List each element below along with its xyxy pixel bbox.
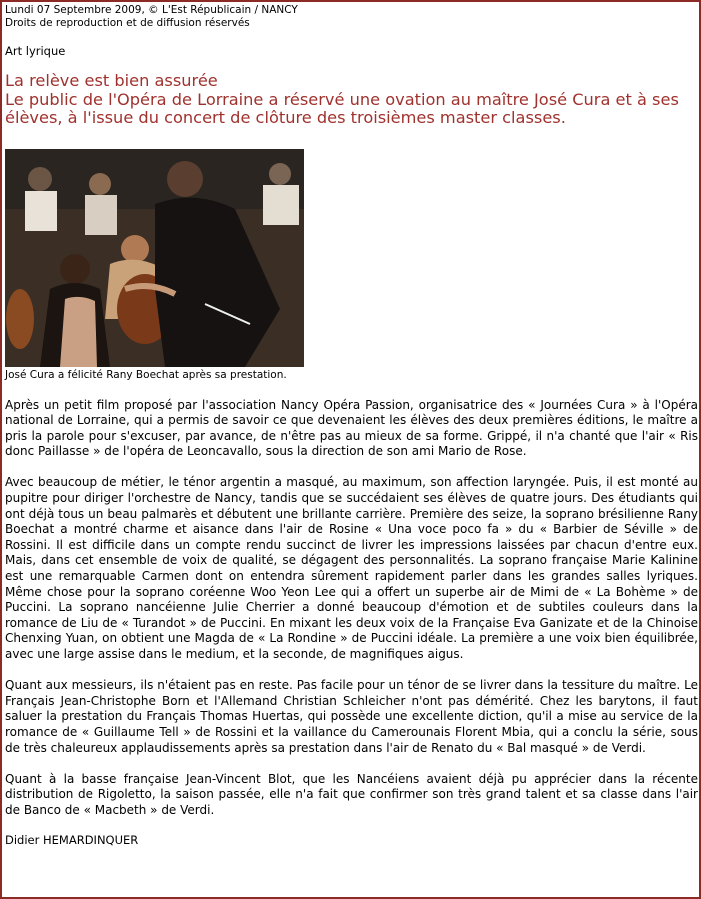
photo-illustration bbox=[5, 149, 304, 367]
rights-notice: Droits de reproduction et de diffusion réservés bbox=[5, 16, 250, 29]
headline bbox=[5, 72, 698, 128]
paragraph: Avec beaucoup de métier, le ténor argentin a masqué, au maximum, son affection laryngée. Puis, il est monté au pupitre pour diriger l'orchestre de Nancy, tandis que se succédaient ses élèves de quatre jours. Des étudiants qui ont déjà tous un beau palmarès et débutent une brillante carrière. Première des seize, la soprano brésilienne Rany Boechat a montré charme et aisance dans l'air de Rosine « Una voce poco fa » du « Barbier de Séville » de Rossini. Il est difficile dans un compte rendu succinct de livrer les impressions laissées par chacun d'entre eux. Mais, dans cet ensemble de voix de qualité, se dégagent des personnalités. La soprano française Marie Kalinine est une remarquable Carmen dont on entendra sûrement rapidement parler dans les grandes salles lyriques. Même chose pour la soprano coréenne Woo Yeon Lee qui a offert un superbe air de Mimi de « La Bohème » de Puccini. La soprano nancéienne Julie Cherrier a donné beaucoup d'émotion et de subtiles couleurs dans la romance de Liu de « Turandot » de Puccini. En mixant les deux voix de la Française Eva Ganizate et de la Chinoise Chenxing Yuan, on obtient une Magda de « La Rondine » de Puccini idéale. La première a une voix bien équilibrée, avec une large assise dans le medium, et la seconde, de magnifiques aigus. bbox=[5, 475, 698, 661]
paragraph: Quant aux messieurs, ils n'étaient pas en reste. Pas facile pour un ténor de se livrer dans la tessiture du maître. Le Français Jean-Christophe Born et l'Allemand Christian Schleicher n'ont pas démérité. Chez les barytons, il faut saluer la prestation du Français Thomas Huertas, qui possède une excellente diction, qu'il a mise au service de la romance de « Guillaume Tell » de Rossini et la vaillance du Camerounais Florent Mbia, qui a conclu la série, sous de très chaleureux applaudissements après sa prestation dans l'air de Renato du « Bal masqué » de Verdi. bbox=[5, 678, 698, 755]
author-signature: Didier HEMARDINQUER bbox=[5, 833, 139, 848]
article-photo bbox=[5, 149, 304, 367]
photo-caption: José Cura a félicité Rany Boechat après sa prestation. bbox=[5, 368, 287, 381]
article-body bbox=[5, 398, 698, 819]
article-subtitle: Le public de l'Opéra de Lorraine a réservé une ovation au maître José Cura et à ses élèves, à l'issue du concert de clôture des troisièmes master classes. bbox=[5, 89, 679, 127]
paragraph: Après un petit film proposé par l'association Nancy Opéra Passion, organisatrice des « Journées Cura » à l'Opéra national de Lorraine, qui a permis de savoir ce que devenaient les élèves des deux premières éditions, le maître a pris la parole pour s'excuser, par avance, de n'être pas au mieux de sa forme. Grippé, il n'a chanté que l'air « Ris donc Paillasse » de l'opéra de Leoncavallo, sous la direction de son ami Mario de Rose. bbox=[5, 397, 698, 459]
article-content bbox=[5, 4, 698, 847]
rubric: Art lyrique bbox=[5, 44, 66, 58]
dateline: Lundi 07 Septembre 2009, © L'Est Républicain / NANCY bbox=[5, 4, 298, 16]
article-title: La relève est bien assurée bbox=[5, 71, 218, 90]
paragraph: Quant à la basse française Jean-Vincent Blot, que les Nancéiens avaient déjà pu apprécier dans la récente distribution de Rigoletto, la saison passée, elle n'a fait que confirmer son très grand talent et sa classe dans l'air de Banco de « Macbeth » de Verdi. bbox=[5, 771, 698, 817]
